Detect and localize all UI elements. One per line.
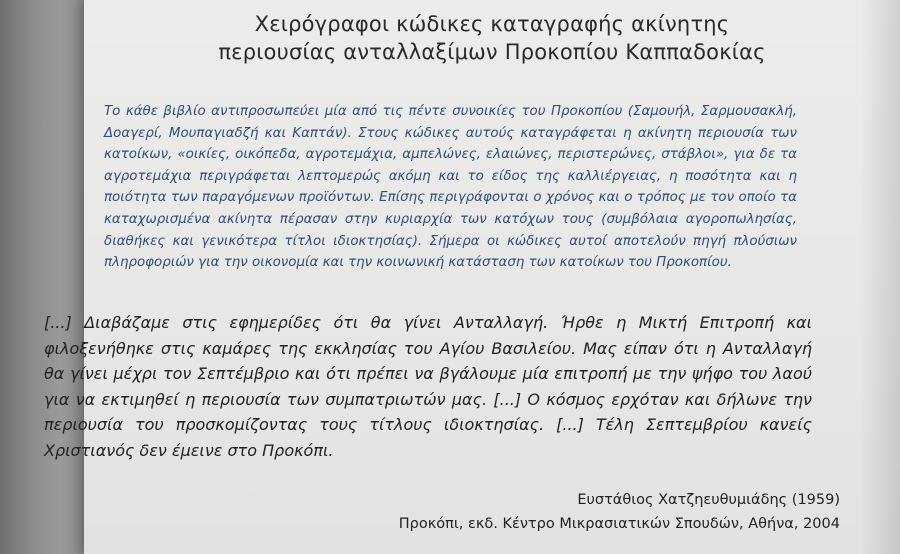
title-line-2: περιουσίας ανταλλαξίμων Προκοπίου Καππαδοκίας [218, 40, 766, 64]
attribution [399, 488, 840, 536]
quote-paragraph: [...] Διαβάζαμε στις εφημερίδες ότι θα γίνει Ανταλλαγή. Ήρθε η Μικτή Επιτροπή και φιλοξενήθηκε στις καμάρες της εκκλησίας του Αγίου Βασιλείου. Μας είπαν ότι η Ανταλλαγή θα γίνει μέχρι τον Σεπτέμβριο και ότι πρέπει να βγάλουμε μία επιτροπή με την ψήφο του λαού για να εκτιμηθεί η περιουσία των συμπατριωτών μας. [...] Ο κόσμος ερχόταν και δήλωνε την περιουσία του προσκομίζοντας τους τίτλους ιδιοκτησίας. [...] Τέλη Σεπτεμβρίου κανείς Χριστιανός δεν έμεινε στο Προκόπι. [44, 313, 812, 460]
panel-title [84, 10, 900, 66]
intro-paragraph: Το κάθε βιβλίο αντιπροσωπεύει μία από τις πέντε συνοικίες του Προκοπίου (Σαμουήλ, Σαρμουσακλή, Δοαγερί, Μουπαγιαδζή και Καπτάν). Στους κώδικες αυτούς καταγράφεται η ακίνητη περιουσία των κατοίκων, «οικίες, οικόπεδα, αγροτεμάχια, αμπελώνες, ελαιώνες, περιστερώνες, στάβλοι», για δε τα αγροτεμάχια περιγράφεται λεπτομερώς ακόμη και το είδος της καλλιέργειας, η ποσότητα και η ποιότητα των παραγόμενων προϊόντων. Επίσης περιγράφονται ο χρόνος και ο τρόπος με τον οποίο τα καταχωρισμένα ακίνητα πέρασαν στην κυριαρχία των κατόχων τους (συμβόλαια αγοροπωλησίας, διαθήκες και γενικότερα τίτλοι ιδιοκτησίας). Σήμερα οι κώδικες αυτοί αποτελούν πηγή πλούσιων πληροφοριών για την οικονομία και την κοινωνική κατάσταση των κατοίκων του Προκοπίου. [104, 104, 797, 271]
panel-shadow [860, 0, 900, 554]
attribution-source: Προκόπι, εκδ. Κέντρο Μικρασιατικών Σπουδών, Αθήνα, 2004 [398, 516, 840, 532]
title-line-1: Χειρόγραφοι κώδικες καταγραφής ακίνητης [254, 12, 730, 36]
exhibit-panel [44, 0, 900, 554]
attribution-author: Ευστάθιος Χατζηευθυμιάδης (1959) [577, 492, 840, 508]
